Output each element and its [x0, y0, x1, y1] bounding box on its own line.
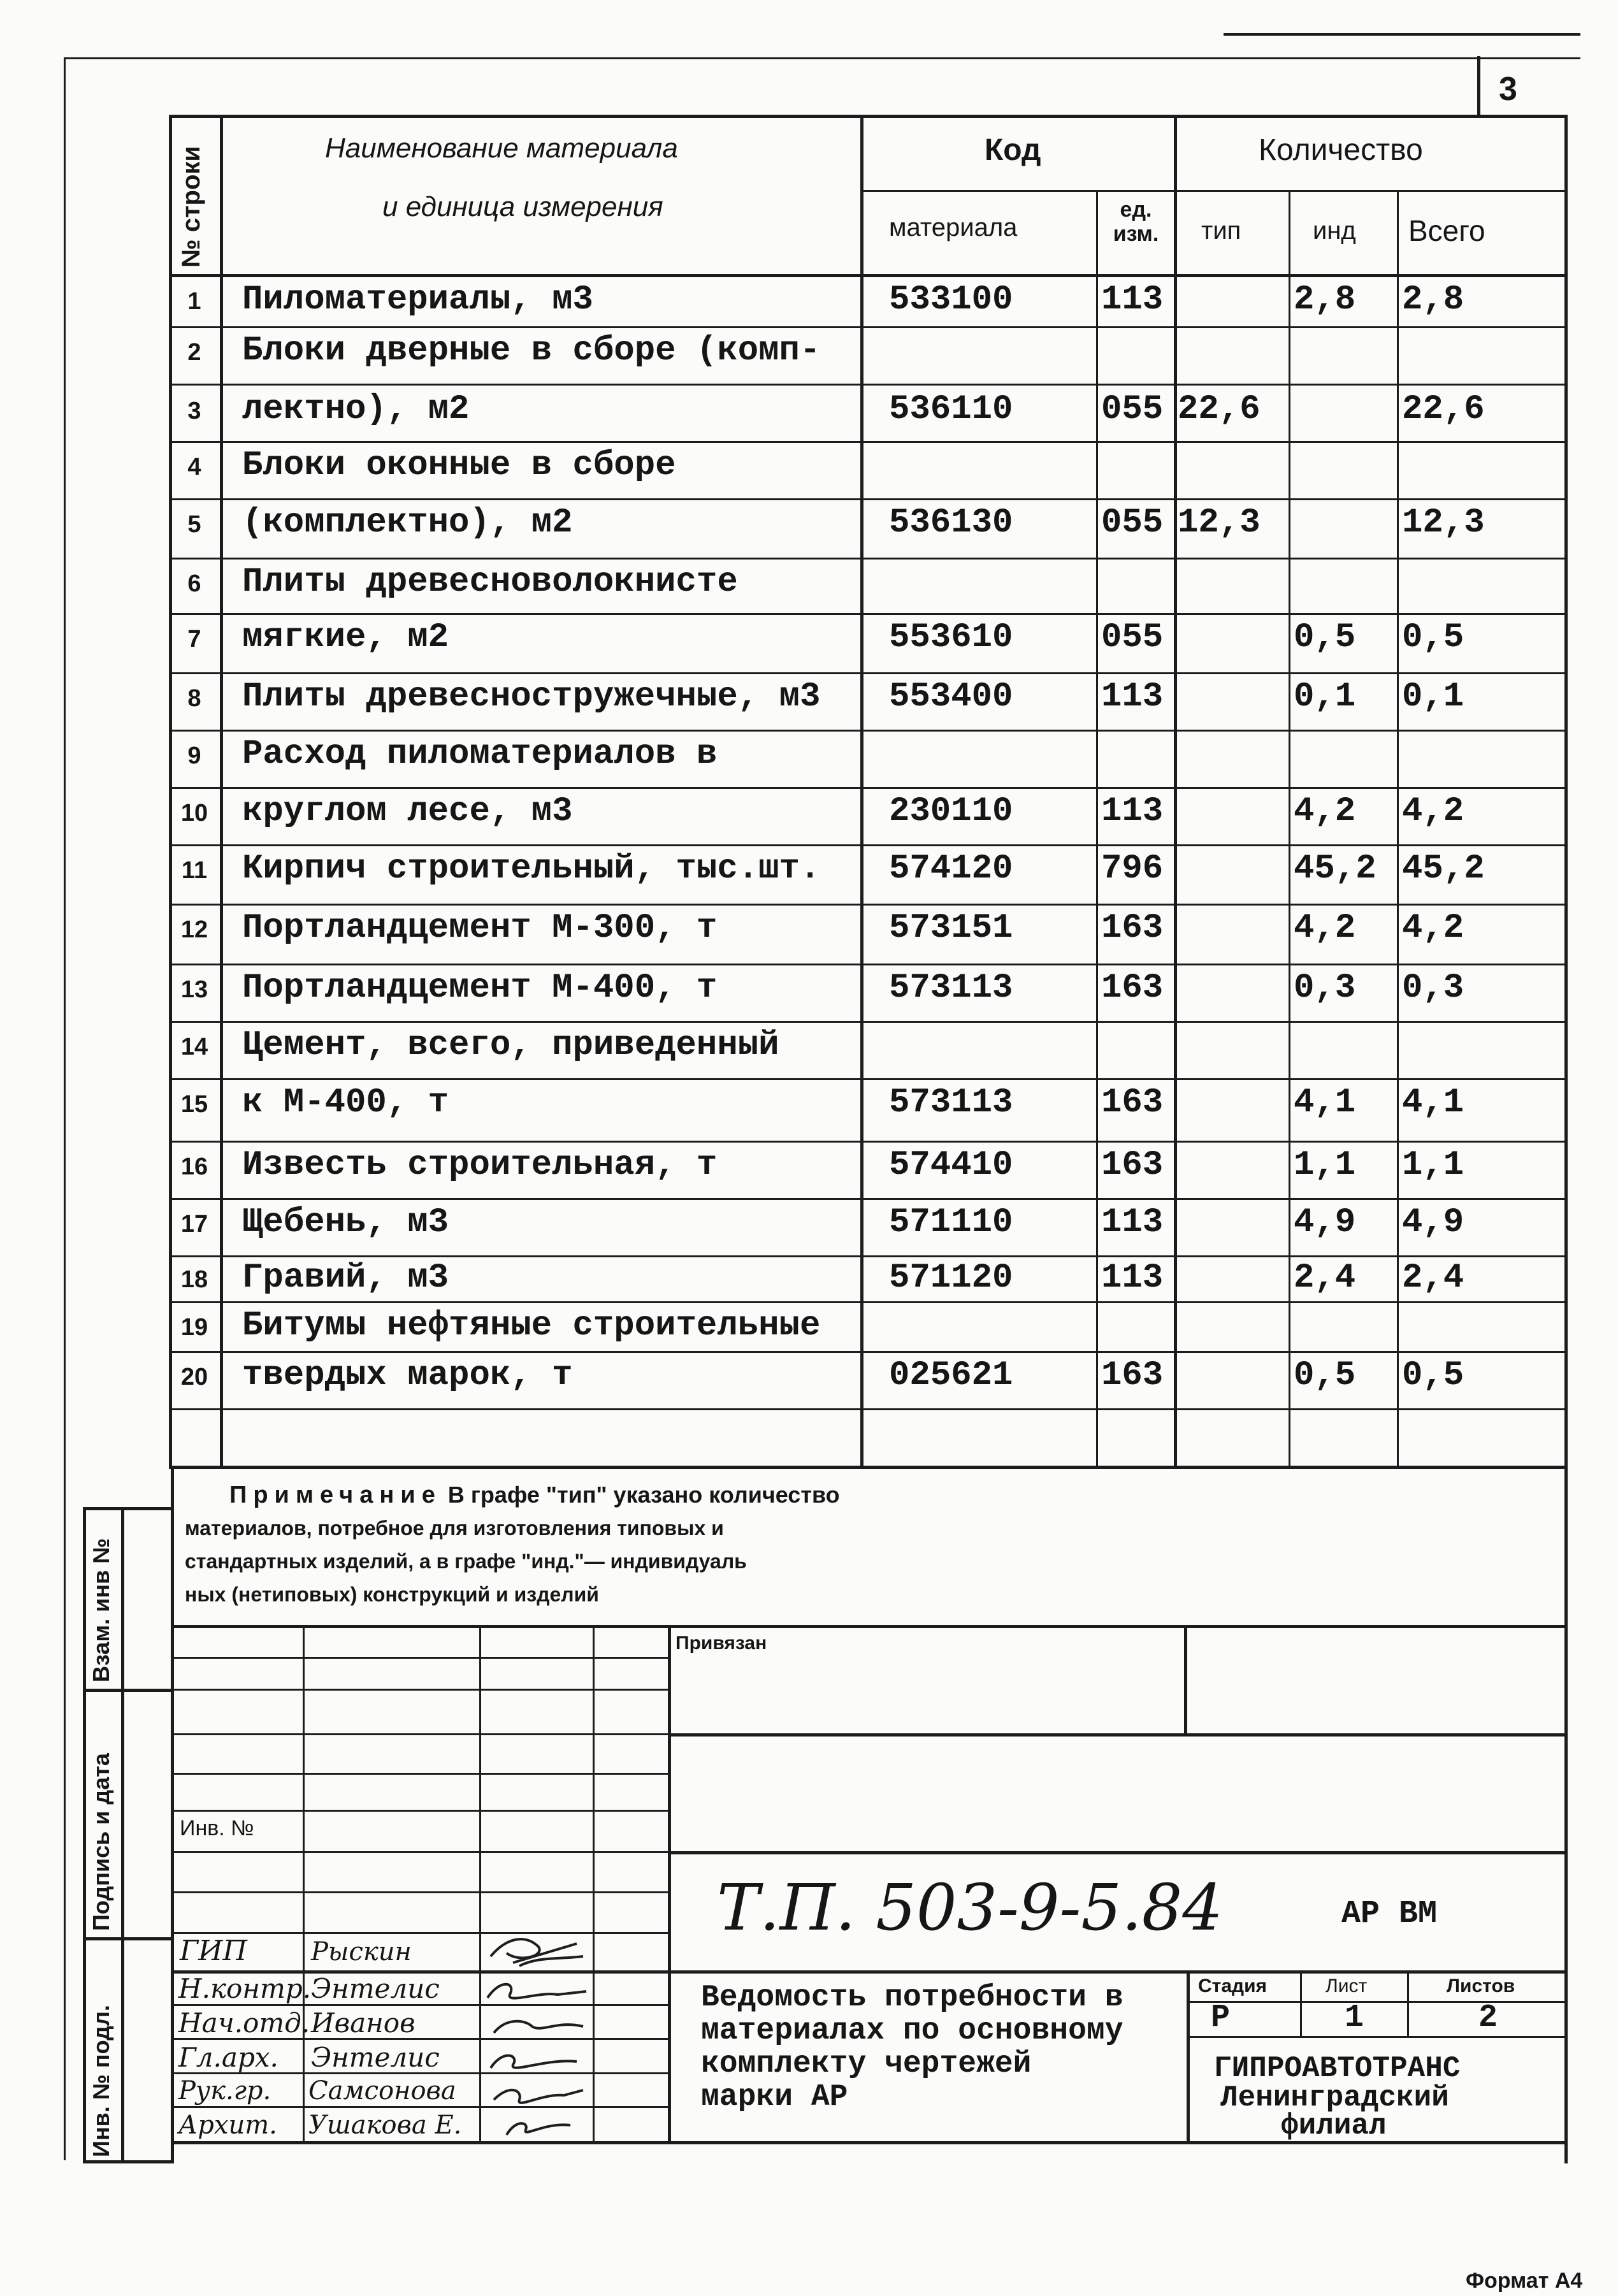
material-name: Расход пиломатериалов в: [242, 735, 718, 774]
row-line: [169, 730, 1568, 732]
row-line: [169, 613, 1568, 615]
qty-total: 1,1: [1402, 1146, 1464, 1185]
qty-total: 22,6: [1402, 390, 1485, 429]
row-number: 12: [180, 916, 208, 943]
margin-label-replace: Взам. инв №: [88, 1538, 114, 1682]
note-heading: Примечание: [229, 1482, 442, 1508]
stamp-stage-line: [1187, 2036, 1568, 2038]
margin-col-right: [121, 1507, 124, 2163]
sheet-number: 3: [1499, 71, 1517, 108]
row-line: [169, 787, 1568, 789]
unit-code: 113: [1101, 1259, 1164, 1297]
material-name: круглом лесе, м3: [242, 792, 573, 831]
material-code: 571110: [889, 1203, 1013, 1242]
unit-code: 113: [1101, 677, 1164, 716]
row-line: [169, 558, 1568, 560]
inv-label: Инв. №: [180, 1816, 254, 1840]
row-line: [169, 1351, 1568, 1353]
material-name: Плиты древесноволокнисте: [242, 563, 738, 602]
material-name: (комплектно), м2: [242, 503, 573, 542]
unit-code: 055: [1101, 503, 1164, 542]
left-border: [64, 57, 66, 2160]
note-line1-text: В графе "тип" указано количество: [447, 1482, 840, 1508]
material-code: 573113: [889, 969, 1013, 1007]
material-name: мягкие, м2: [242, 618, 449, 657]
stamp-col-main: [668, 1625, 671, 2141]
row-line: [169, 1198, 1568, 1200]
material-name: лектно), м2: [242, 390, 470, 429]
unit-code: 163: [1101, 1146, 1164, 1185]
person-role: ГИП: [180, 1935, 247, 1967]
unit-code: 163: [1101, 909, 1164, 948]
material-code: 574120: [889, 849, 1013, 888]
header-qty-total: Всего: [1408, 214, 1485, 247]
material-name: Плиты древесностружечные, м3: [242, 677, 821, 716]
stamp-col: [593, 1625, 595, 2141]
bound-label: Привязан: [675, 1633, 767, 1654]
qty-ind: 0,3: [1294, 969, 1356, 1007]
qty-total: 2,4: [1402, 1259, 1464, 1297]
qty-total: 0,5: [1402, 1356, 1464, 1395]
material-name: Кирпич строительный, тыс.шт.: [242, 849, 821, 888]
sheets-value: 2: [1478, 2000, 1498, 2036]
table-top: [169, 115, 1568, 118]
header-code-material: материала: [889, 213, 1018, 242]
material-code: 536110: [889, 390, 1013, 429]
qty-ind: 4,9: [1294, 1203, 1356, 1242]
row-number: 8: [187, 685, 201, 712]
material-name: Блоки оконные в сборе: [242, 446, 676, 485]
row-line: [169, 384, 1568, 386]
header-quantity: Количество: [1259, 133, 1423, 167]
row-number: 4: [187, 454, 201, 480]
right-border: [1564, 115, 1568, 2163]
stage-value: Р: [1211, 2000, 1231, 2036]
material-name: Пиломатериалы, м3: [242, 280, 593, 319]
qty-total: 0,5: [1402, 618, 1464, 657]
margin-line: [83, 1937, 172, 1940]
col-line-qty: [1174, 115, 1177, 1466]
qty-ind: 0,5: [1294, 1356, 1356, 1395]
qty-ind: 4,2: [1294, 909, 1356, 948]
designation: Т.П. 503-9-5.84: [717, 1870, 1223, 1945]
stamp-col: [303, 1625, 305, 2141]
note-line2: материалов, потребное для изготовления типовых и: [185, 1517, 724, 1540]
format-label: Формат А4: [1466, 2269, 1583, 2293]
sheet-no-box-left: [1477, 56, 1480, 117]
material-name: Гравий, м3: [242, 1259, 449, 1297]
header-code: Код: [985, 133, 1041, 167]
qty-total: 4,9: [1402, 1203, 1464, 1242]
row-number: 6: [187, 570, 201, 597]
qty-total: 4,2: [1402, 909, 1464, 948]
row-line: [169, 1301, 1568, 1303]
org-line-1: ГИПРОАВТОТРАНС: [1214, 2052, 1461, 2085]
material-code: 536130: [889, 503, 1013, 542]
row-line: [169, 1021, 1568, 1023]
material-name: Портландцемент М-400, т: [242, 969, 718, 1007]
person-name: Самсонова: [308, 2076, 456, 2105]
person-name: Иванов: [311, 2007, 415, 2039]
qty-total: 4,2: [1402, 792, 1464, 831]
stamp-line-designation: [668, 1851, 1568, 1854]
qty-ind: 1,1: [1294, 1146, 1356, 1185]
top-border-2: [1224, 33, 1580, 36]
row-number: 15: [180, 1091, 208, 1118]
material-code: 573113: [889, 1083, 1013, 1122]
person-role: Рук.гр.: [178, 2076, 271, 2105]
qty-total: 4,1: [1402, 1083, 1464, 1122]
material-name: Цемент, всего, приведенный: [242, 1026, 779, 1065]
row-number: 14: [180, 1034, 208, 1060]
row-number: 1: [187, 288, 201, 315]
row-number: 3: [187, 398, 201, 424]
qty-type: 22,6: [1178, 390, 1260, 429]
qty-total: 0,1: [1402, 677, 1464, 716]
qty-ind: 45,2: [1294, 849, 1376, 888]
row-number: 5: [187, 511, 201, 538]
person-name: Ушакова Е.: [308, 2111, 462, 2140]
margin-line: [83, 2160, 172, 2163]
qty-total: 45,2: [1402, 849, 1485, 888]
material-code: 553400: [889, 677, 1013, 716]
material-name: Битумы нефтяные строительные: [242, 1306, 821, 1345]
note-line3: стандартных изделий, а в графе "инд."— индивидуаль: [185, 1550, 747, 1573]
row-number: 18: [180, 1266, 208, 1293]
row-number: 19: [180, 1314, 208, 1341]
row-line: [169, 904, 1568, 906]
stamp-col-bound: [1184, 1625, 1187, 1733]
header-qty-type: тип: [1201, 217, 1241, 245]
title-line-4: марки АР: [701, 2080, 848, 2114]
material-code: 574410: [889, 1146, 1013, 1185]
margin-label-inventory: Инв. № подл.: [88, 2005, 114, 2157]
col-line-code: [860, 115, 863, 1466]
material-code: 553610: [889, 618, 1013, 657]
org-line-2: Ленинградский: [1220, 2081, 1449, 2114]
unit-code: 055: [1101, 390, 1164, 429]
row-line: [169, 1255, 1568, 1257]
qty-total: 12,3: [1402, 503, 1485, 542]
stamp-stage-line: [1187, 2001, 1568, 2003]
unit-code: 113: [1101, 1203, 1164, 1242]
margin-line: [83, 1507, 172, 1510]
row-number: 10: [180, 800, 208, 827]
title-line-1: Ведомость потребности в: [701, 1981, 1123, 2015]
row-line: [169, 498, 1568, 500]
col-line-name: [220, 115, 223, 1466]
title-line-2: материалах по основному: [701, 2014, 1123, 2048]
material-name: Щебень, м3: [242, 1203, 449, 1242]
unit-code: 163: [1101, 1083, 1164, 1122]
person-role: Гл.арх.: [178, 2042, 278, 2073]
header-row-no: № строки: [177, 145, 205, 268]
row-number: 2: [187, 339, 201, 366]
stamp-line-note-bottom: [171, 1625, 1568, 1628]
stamp-line-bound: [668, 1733, 1568, 1736]
person-role: Нач.отд.: [178, 2007, 310, 2039]
unit-code: 796: [1101, 849, 1164, 888]
col-line-rowno: [169, 115, 172, 1466]
row-number: 17: [180, 1211, 208, 1238]
row-number: 13: [180, 976, 208, 1003]
unit-code: 055: [1101, 618, 1164, 657]
qty-total: 2,8: [1402, 280, 1464, 319]
row-line: [169, 1078, 1568, 1080]
sheets-label: Листов: [1447, 1975, 1515, 1996]
qty-ind: 2,8: [1294, 280, 1356, 319]
header-name-line2: и единица измерения: [382, 191, 663, 222]
stamp-left: [171, 1466, 174, 2163]
sheet-label: Лист: [1325, 1975, 1368, 1996]
col-line-ind: [1289, 190, 1290, 1466]
row-number: 9: [187, 742, 201, 769]
col-line-total: [1397, 190, 1399, 1466]
qty-ind: 2,4: [1294, 1259, 1356, 1297]
row-line: [169, 844, 1568, 846]
material-code: 230110: [889, 792, 1013, 831]
material-name: Портландцемент М-300, т: [242, 909, 718, 948]
header-sub-line: [860, 190, 1568, 192]
material-name: Известь строительная, т: [242, 1146, 718, 1185]
material-code: 025621: [889, 1356, 1013, 1395]
qty-ind: 0,1: [1294, 677, 1356, 716]
stage-label: Стадия: [1198, 1975, 1268, 1996]
qty-type: 12,3: [1178, 503, 1260, 542]
unit-code: 163: [1101, 969, 1164, 1007]
person-role: Н.контр.: [178, 1973, 312, 2004]
row-number: 11: [181, 857, 208, 884]
margin-label-signature: Подпись и дата: [88, 1753, 114, 1931]
note-line1: [229, 1482, 840, 1509]
unit-code: 113: [1101, 792, 1164, 831]
row-line: [169, 964, 1568, 965]
qty-ind: 4,1: [1294, 1083, 1356, 1122]
signatures-image: [481, 1931, 593, 2141]
qty-ind: 4,2: [1294, 792, 1356, 831]
material-code: 573151: [889, 909, 1013, 948]
qty-total: 0,3: [1402, 969, 1464, 1007]
unit-code: 113: [1101, 280, 1164, 319]
person-name: Энтелис: [311, 2042, 440, 2073]
row-line: [169, 1408, 1568, 1410]
material-code: 571120: [889, 1259, 1013, 1297]
org-line-3: филиал: [1281, 2109, 1387, 2142]
stamp-stage-col: [1300, 1970, 1302, 2036]
qty-ind: 0,5: [1294, 618, 1356, 657]
unit-code: 163: [1101, 1356, 1164, 1395]
row-number: 7: [187, 626, 201, 653]
row-line: [169, 1141, 1568, 1143]
stamp-col-stage: [1187, 1970, 1190, 2141]
header-bottom: [169, 274, 1568, 277]
table-bottom: [169, 1466, 1568, 1469]
header-code-unit: ед. изм.: [1113, 198, 1159, 246]
person-name: Энтелис: [311, 1973, 440, 2004]
person-name: Рыскин: [311, 1937, 412, 1967]
sheet-value: 1: [1345, 2000, 1364, 2036]
header-qty-ind: инд: [1313, 217, 1356, 245]
person-role: Архит.: [178, 2111, 277, 2140]
row-line: [169, 441, 1568, 443]
material-name: Блоки дверные в сборе (комп-: [242, 331, 821, 370]
header-name-line1: Наименование материала: [325, 133, 678, 164]
row-line: [169, 326, 1568, 328]
row-line: [169, 672, 1568, 674]
note-line4: ных (нетиповых) конструкций и изделий: [185, 1583, 599, 1606]
material-code: 533100: [889, 280, 1013, 319]
col-line-unit: [1096, 190, 1098, 1466]
row-number: 16: [180, 1153, 208, 1180]
top-border: [64, 57, 1580, 59]
margin-col-left: [83, 1507, 86, 2163]
designation-suffix: АР ВМ: [1341, 1896, 1438, 1932]
material-name: к М-400, т: [242, 1083, 449, 1122]
title-line-3: комплекту чертежей: [701, 2047, 1032, 2081]
stamp-stage-col: [1407, 1970, 1409, 2036]
margin-line: [83, 1689, 172, 1692]
material-name: твердых марок, т: [242, 1356, 573, 1395]
row-number: 20: [180, 1364, 208, 1390]
